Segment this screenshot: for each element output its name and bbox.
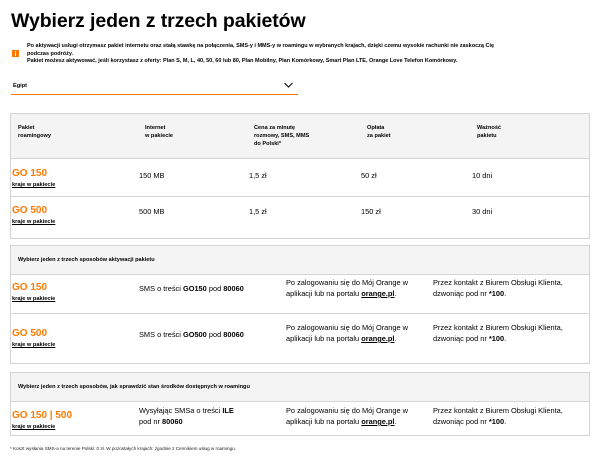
country-select[interactable] <box>11 78 298 95</box>
bok-number: *100 <box>488 334 505 343</box>
bok-number: *100 <box>488 289 505 298</box>
package-name: GO 500 <box>12 328 48 339</box>
fee-value: 50 zł <box>361 171 377 180</box>
orange-pl-link[interactable]: orange.pl <box>361 334 395 343</box>
countries-link[interactable]: kraje w pakiecie <box>12 182 56 188</box>
balance-table <box>10 372 590 436</box>
countries-link[interactable]: kraje w pakiecie <box>12 342 56 348</box>
app-text: . <box>394 417 397 426</box>
header-validity: Ważność pakietu <box>477 125 502 139</box>
bok-text: . <box>504 289 507 298</box>
validity-value: 10 dni <box>472 171 493 180</box>
packages-table <box>10 113 590 239</box>
sms-text: Wysyłając SMSa o treści <box>139 406 223 415</box>
bok-text: . <box>504 417 507 426</box>
app-text: aplikacji lub na portalu <box>286 334 362 343</box>
countries-link[interactable]: kraje w pakiecie <box>12 296 56 302</box>
price-value: 1,5 zł <box>249 171 267 180</box>
package-name: GO 150 | 500 <box>12 410 73 421</box>
info-text <box>27 43 582 66</box>
activation-section-title: Wybierz jeden z trzech sposobów aktywacji pakietu <box>18 257 155 263</box>
activation-table <box>10 245 590 364</box>
chevron-down-icon <box>284 81 293 89</box>
bok-text: dzwoniąc pod nr <box>433 289 489 298</box>
fee-value: 150 zł <box>361 207 381 216</box>
sms-text: pod nr <box>139 417 163 426</box>
app-text: Po zalogowaniu się do Mój Orange w <box>286 278 409 287</box>
info-line-3: Pakiet możesz aktywować, jeśli korzystasz z oferty: Plan S, M, L, 40, 50, 60 lub 80, Plan Mobilny, Plan Komórkowy, Smart Plan LTE, Orange Love Telefon Komórkowy. <box>27 58 458 65</box>
divider <box>11 401 589 402</box>
sms-text: pod <box>206 284 224 293</box>
page-title: Wybierz jeden z trzech pakietów <box>11 10 306 32</box>
sms-number: 80060 <box>223 330 244 339</box>
internet-value: 150 MB <box>139 171 165 180</box>
app-method <box>286 322 408 344</box>
bok-text: Przez kontakt z Biurem Obsługi Klienta, <box>433 323 563 332</box>
orange-pl-link[interactable]: orange.pl <box>361 289 395 298</box>
bok-text: dzwoniąc pod nr <box>433 334 489 343</box>
sms-code: ILE <box>222 406 234 415</box>
bok-text: Przez kontakt z Biurem Obsługi Klienta, <box>433 278 563 287</box>
sms-text: SMS o treści <box>139 330 183 339</box>
divider <box>11 313 589 314</box>
header-package: Pakiet roamingowy <box>18 125 51 139</box>
countries-link[interactable]: kraje w pakiecie <box>12 219 56 225</box>
app-method <box>286 277 408 299</box>
info-icon <box>12 50 19 57</box>
app-text: . <box>394 289 397 298</box>
balance-section-title: Wybierz jeden z trzech sposobów, jak sprawdzić stan środków dostępnych w roamingu <box>18 384 250 390</box>
orange-pl-link[interactable]: orange.pl <box>361 417 395 426</box>
sms-number: 80060 <box>223 284 244 293</box>
internet-value: 500 MB <box>139 207 165 216</box>
header-internet: Internet w pakiecie <box>145 125 173 139</box>
divider <box>11 196 589 197</box>
bok-method <box>433 277 563 299</box>
bok-text: Przez kontakt z Biurem Obsługi Klienta, <box>433 406 563 415</box>
sms-text: SMS o treści <box>139 284 183 293</box>
info-line-1: Po aktywacji usługi otrzymasz pakiet internetu oraz stałą stawkę na połączenia, SMS-y i MMS-y w roamingu w wybranych krajach, dzięki czemu wysokie rachunki nie zaskoczą Cię <box>27 43 495 49</box>
sms-method <box>139 329 244 340</box>
table-header <box>11 114 589 158</box>
sms-code: GO150 <box>182 284 207 293</box>
bok-method <box>433 322 563 344</box>
countries-link[interactable]: kraje w pakiecie <box>12 424 56 430</box>
package-name: GO 150 <box>12 282 48 293</box>
bok-method <box>433 405 563 427</box>
package-name: GO 500 <box>12 205 48 216</box>
footnote: * Koszt wysłania SMS-a na terenie Polski: 0 zł. W pozostałych krajach: zgodnie z Cennikiem usług w roamingu. <box>10 446 236 451</box>
info-line-2: podczas podróży. <box>27 50 74 57</box>
app-text: Po zalogowaniu się do Mój Orange w <box>286 406 409 415</box>
bok-text: . <box>504 334 507 343</box>
price-value: 1,5 zł <box>249 207 267 216</box>
sms-text: pod <box>206 330 224 339</box>
bok-text: dzwoniąc pod nr <box>433 417 489 426</box>
sms-method <box>139 405 234 427</box>
header-price: Cena za minutę rozmowy, SMS, MMS do Polski* <box>254 125 310 147</box>
header-fee: Opłata za pakiet <box>367 125 391 139</box>
sms-code: GO500 <box>182 330 207 339</box>
app-text: aplikacji lub na portalu <box>286 289 362 298</box>
app-text: Po zalogowaniu się do Mój Orange w <box>286 323 409 332</box>
divider <box>11 274 589 275</box>
country-select-value: Egipt <box>13 83 27 89</box>
bok-number: *100 <box>488 417 505 426</box>
app-text: . <box>394 334 397 343</box>
sms-number: 80060 <box>162 417 183 426</box>
validity-value: 30 dni <box>472 207 493 216</box>
section-header <box>11 373 589 401</box>
app-text: aplikacji lub na portalu <box>286 417 362 426</box>
package-name: GO 150 <box>12 168 48 179</box>
section-header <box>11 246 589 274</box>
sms-method <box>139 283 244 294</box>
divider <box>11 158 589 159</box>
app-method <box>286 405 408 427</box>
